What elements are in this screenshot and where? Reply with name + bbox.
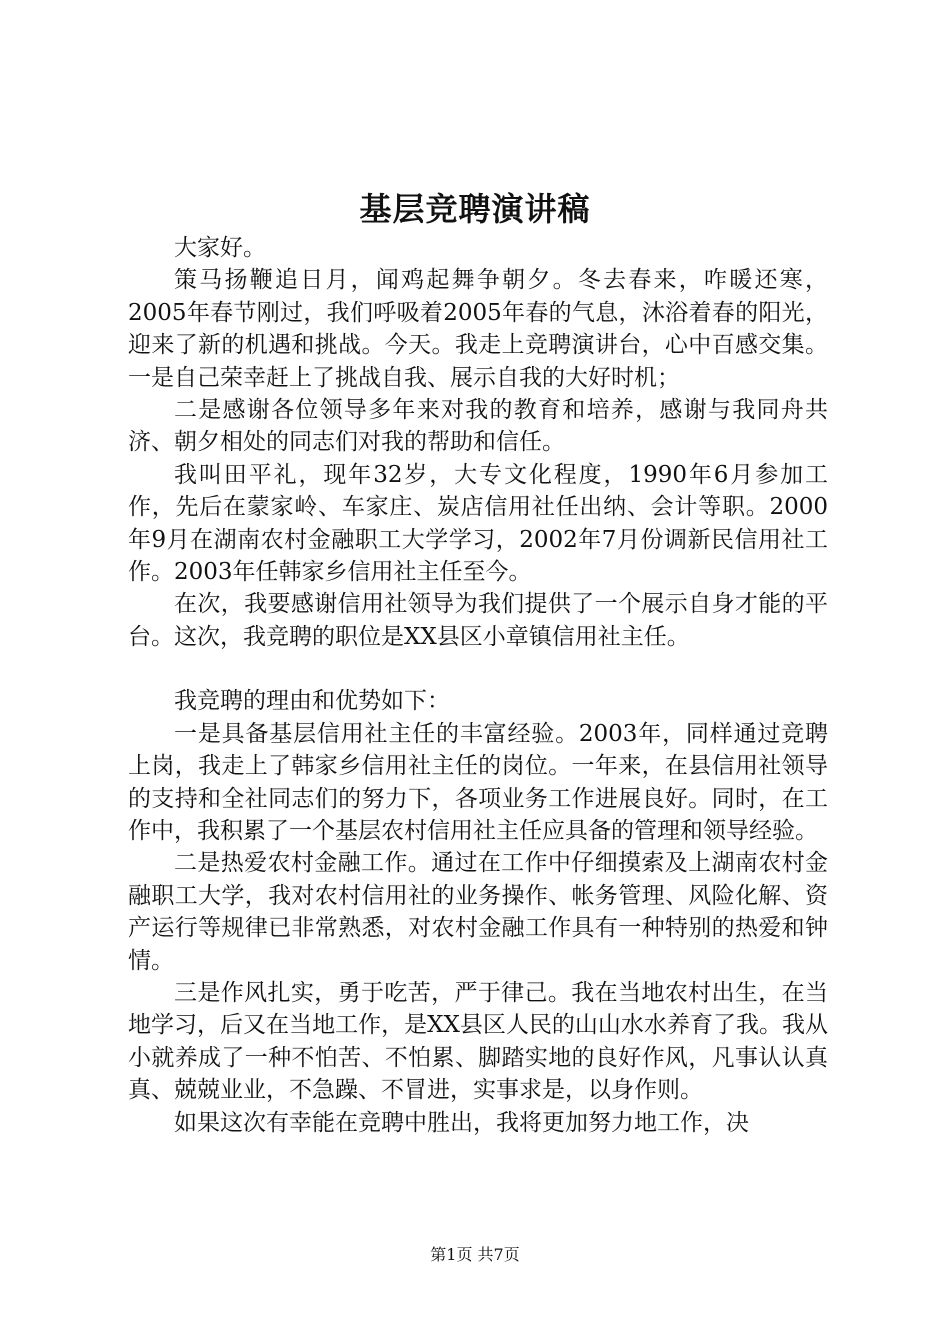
document-title: 基层竞聘演讲稿 [359, 190, 591, 228]
page-number: 第1页 共7页 [430, 1245, 520, 1264]
paragraph-reason-two: 二是热爱农村金融工作。通过在工作中仔细摸索及上湖南农村金融职工大学，我对农村信用社的业务操作、帐务管理、风险化解、资产运行等规律已非常熟悉，对农村金融工作具有一种特别的热爱和钟情。 [128, 850, 828, 974]
paragraph-reasons-intro: 我竞聘的理由和优势如下： [174, 688, 450, 715]
paragraph-spacer [128, 653, 828, 685]
paragraph-reason-one: 一是具备基层信用社主任的丰富经验。2003年，同样通过竞聘上岗，我走上了韩家乡信用社主任的岗位。一年来，在县信用社领导的支持和全社同志们的努力下，各项业务工作进展良好。同时，在工作中，我积累了一个基层农村信用社主任应具备的管理和领导经验。 [128, 720, 828, 844]
paragraph-position: 在次，我要感谢信用社领导为我们提供了一个展示自身才能的平台。这次，我竞聘的职位是XX县区小章镇信用社主任。 [128, 591, 828, 650]
paragraph-closing: 如果这次有幸能在竞聘中胜出，我将更加努力地工作，决 [174, 1109, 749, 1136]
paragraph-thanks: 二是感谢各位领导多年来对我的教育和培养，感谢与我同舟共济、朝夕相处的同志们对我的帮助和信任。 [128, 397, 828, 456]
document-body [128, 232, 828, 1139]
paragraph-greeting: 大家好。 [174, 235, 266, 261]
paragraph-self-intro: 我叫田平礼，现年32岁，大专文化程度，1990年6月参加工作，先后在蒙家岭、车家庄、炭店信用社任出纳、会计等职。2000年9月在湖南农村金融职工大学学习，2002年7月份调新民信用社工作。2003年任韩家乡信用社主任至今。 [128, 461, 828, 586]
paragraph-opening: 策马扬鞭追日月，闻鸡起舞争朝夕。冬去春来，咋暖还寒，2005年春节刚过，我们呼吸着2005年春的气息，沐浴着春的阳光，迎来了新的机遇和挑战。今天。我走上竞聘演讲台，心中百感交集。一是自己荣幸赶上了挑战自我、展示自我的大好时机； [128, 267, 828, 391]
paragraph-reason-three: 三是作风扎实，勇于吃苦，严于律己。我在当地农村出生，在当地学习，后又在当地工作，是XX县区人民的山山水水养育了我。我从小就养成了一种不怕苦、不怕累、脚踏实地的良好作风，凡事认认真真、兢兢业业，不急躁、不冒进，实事求是，以身作则。 [128, 979, 828, 1104]
